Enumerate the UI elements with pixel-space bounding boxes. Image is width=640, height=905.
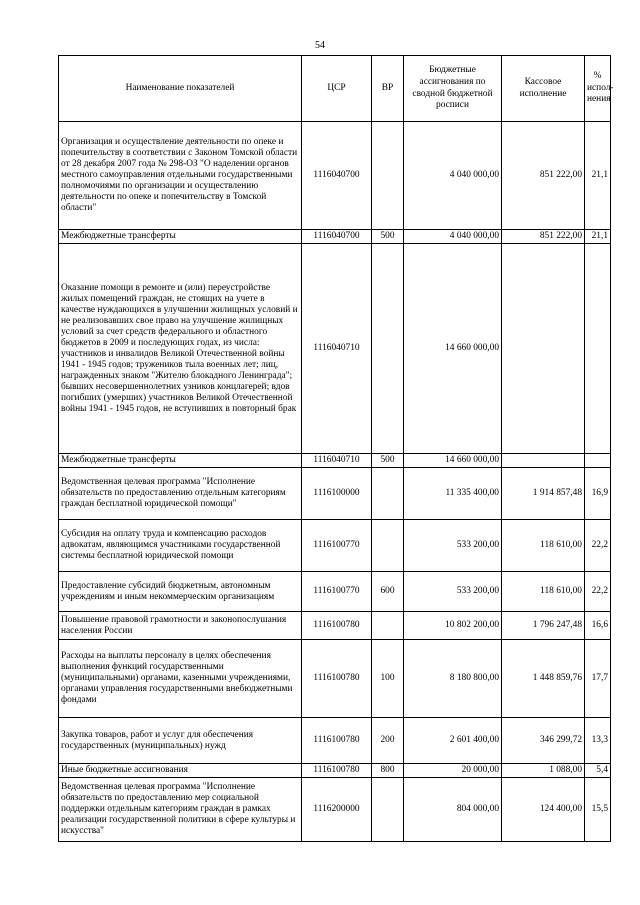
row-name: Межбюджетные трансферты xyxy=(59,454,302,468)
row-percent xyxy=(585,454,611,468)
row-cash: 1 448 859,76 xyxy=(502,640,585,718)
row-csr: 1116100770 xyxy=(302,520,372,572)
row-percent: 16,9 xyxy=(585,468,611,520)
row-budget: 2 601 400,00 xyxy=(404,718,502,764)
row-csr: 1116100780 xyxy=(302,764,372,778)
row-vr: 500 xyxy=(372,230,404,244)
row-cash: 1 914 857,48 xyxy=(502,468,585,520)
row-budget: 11 335 400,00 xyxy=(404,468,502,520)
row-vr: 100 xyxy=(372,640,404,718)
header-csr: ЦСР xyxy=(302,56,372,122)
row-vr xyxy=(372,520,404,572)
row-cash: 118 610,00 xyxy=(502,572,585,612)
row-cash xyxy=(502,454,585,468)
row-vr: 200 xyxy=(372,718,404,764)
row-csr: 1116100780 xyxy=(302,640,372,718)
table-row xyxy=(59,640,611,718)
row-vr xyxy=(372,778,404,842)
row-percent: 15,5 xyxy=(585,778,611,842)
row-percent: 16,6 xyxy=(585,612,611,640)
row-name: Закупка товаров, работ и услуг для обеспечения государственных (муниципальных) нужд xyxy=(59,718,302,764)
row-percent: 21,1 xyxy=(585,122,611,230)
row-budget: 533 200,00 xyxy=(404,572,502,612)
row-csr: 1116100770 xyxy=(302,572,372,612)
table-row xyxy=(59,468,611,520)
row-budget: 4 040 000,00 xyxy=(404,122,502,230)
table-row xyxy=(59,572,611,612)
row-name: Расходы на выплаты персоналу в целях обеспечения выполнения функций государственными (муниципальными) органами, казенными учреждениями, органами управления государственными внебюджетными фондами xyxy=(59,640,302,718)
header-name: Наименование показателей xyxy=(59,56,302,122)
table-row xyxy=(59,612,611,640)
row-budget: 14 660 000,00 xyxy=(404,454,502,468)
header-cash: Кассовое исполнение xyxy=(502,56,585,122)
row-percent xyxy=(585,244,611,454)
header-vr: ВР xyxy=(372,56,404,122)
header-percent: % испол-нения xyxy=(585,56,611,122)
row-budget: 4 040 000,00 xyxy=(404,230,502,244)
row-vr xyxy=(372,468,404,520)
table-row xyxy=(59,244,611,454)
row-name: Предоставление субсидий бюджетным, автономным учреждениям и иным некоммерческим организациям xyxy=(59,572,302,612)
row-cash: 346 299,72 xyxy=(502,718,585,764)
table-row xyxy=(59,122,611,230)
row-name: Межбюджетные трансферты xyxy=(59,230,302,244)
row-cash: 1 796 247,48 xyxy=(502,612,585,640)
row-budget: 14 660 000,00 xyxy=(404,244,502,454)
row-vr: 800 xyxy=(372,764,404,778)
row-csr: 1116040700 xyxy=(302,230,372,244)
row-csr: 1116100000 xyxy=(302,468,372,520)
row-vr xyxy=(372,244,404,454)
row-cash xyxy=(502,244,585,454)
page-number: 54 xyxy=(315,40,325,51)
row-name: Иные бюджетные ассигнования xyxy=(59,764,302,778)
row-csr: 1116040700 xyxy=(302,122,372,230)
row-name: Субсидия на оплату труда и компенсацию расходов адвокатам, являющимся участниками государственной системы бесплатной юридической помощи xyxy=(59,520,302,572)
row-budget: 10 802 200,00 xyxy=(404,612,502,640)
row-percent: 22,2 xyxy=(585,520,611,572)
table-row xyxy=(59,764,611,778)
row-name: Ведомственная целевая программа "Исполнение обязательств по предоставлению отдельным категориям граждан бесплатной юридической помощи" xyxy=(59,468,302,520)
row-name: Организация и осуществление деятельности по опеке и попечительству в соответствии с Законом Томской области от 28 декабря 2007 года № 298-ОЗ "О наделении органов местного самоуправления отдельными государственными полномочиями по организации и осуществлению деятельности по опеке и попечительству в Томской области" xyxy=(59,122,302,230)
table-row xyxy=(59,454,611,468)
row-vr xyxy=(372,122,404,230)
row-cash: 851 222,00 xyxy=(502,230,585,244)
row-budget: 20 000,00 xyxy=(404,764,502,778)
table-row xyxy=(59,230,611,244)
table-row xyxy=(59,778,611,842)
table-header-row xyxy=(59,56,611,122)
table-row xyxy=(59,520,611,572)
row-name: Повышение правовой грамотности и законопослушания населения России xyxy=(59,612,302,640)
row-percent: 13,3 xyxy=(585,718,611,764)
row-cash: 118 610,00 xyxy=(502,520,585,572)
row-csr: 1116100780 xyxy=(302,718,372,764)
row-vr: 500 xyxy=(372,454,404,468)
row-csr: 1116100780 xyxy=(302,612,372,640)
row-cash: 124 400,00 xyxy=(502,778,585,842)
row-name: Оказание помощи в ремонте и (или) переустройстве жилых помещений граждан, не стоящих на учете в качестве нуждающихся в улучшении жилищных условий и не реализовавших свое право на улучшение жилищных условий за счет средств федерального и областного бюджетов в 2009 и последующих годах, из числа: участников и инвалидов Великой Отечественной войны 1941 - 1945 годов; тружеников тыла военных лет; лиц, награжденных знаком "Жителю блокадного Ленинграда"; бывших несовершеннолетних узников концлагерей; вдов погибших (умерших) участников Великой Отечественной войны 1941 - 1945 годов, не вступивших в повторный брак xyxy=(59,244,302,454)
header-budget: Бюджетные ассигнования по сводной бюджетной росписи xyxy=(404,56,502,122)
table-row xyxy=(59,718,611,764)
row-percent: 21,1 xyxy=(585,230,611,244)
row-percent: 22,2 xyxy=(585,572,611,612)
row-percent: 17,7 xyxy=(585,640,611,718)
row-cash: 1 088,00 xyxy=(502,764,585,778)
row-vr xyxy=(372,612,404,640)
row-budget: 8 180 800,00 xyxy=(404,640,502,718)
row-budget: 533 200,00 xyxy=(404,520,502,572)
row-csr: 1116040710 xyxy=(302,244,372,454)
row-cash: 851 222,00 xyxy=(502,122,585,230)
row-csr: 1116200000 xyxy=(302,778,372,842)
row-budget: 804 000,00 xyxy=(404,778,502,842)
row-percent: 5,4 xyxy=(585,764,611,778)
row-vr: 600 xyxy=(372,572,404,612)
table-body xyxy=(59,122,611,842)
row-name: Ведомственная целевая программа "Исполнение обязательств по предоставлению мер социальной поддержки отдельным категориям граждан в рамках реализации государственной политики в сфере культуры и искусства" xyxy=(59,778,302,842)
budget-table xyxy=(58,55,614,842)
row-csr: 1116040710 xyxy=(302,454,372,468)
